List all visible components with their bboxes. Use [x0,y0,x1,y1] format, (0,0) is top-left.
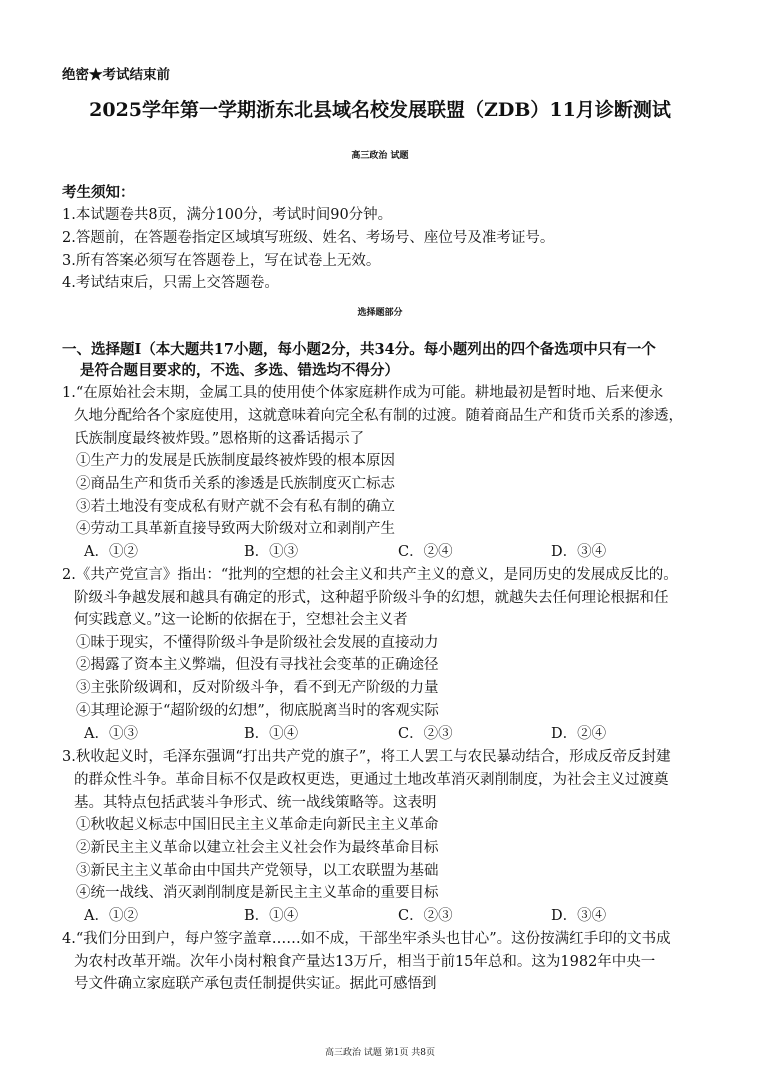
question-2-option-d[interactable]: D．②④ [551,726,607,742]
question-2-statement: ①昧于现实，不懂得阶级斗争是阶级社会发展的直接动力 [76,635,439,651]
question-4-stem: 4.“我们分田到户，每户签字盖章……如不成，干部坐牢杀头也甘心”。这份按满红手印的文书成 [62,931,671,947]
notice-item: 3.所有答案必须写在答题卷上，写在试卷上无效。 [62,253,381,269]
question-2-stem: 2.《共产党宣言》指出：“批判的空想的社会主义和共产主义的意义，是同历史的发展成反比的。 [62,567,678,583]
question-3-statement: ①秋收起义标志中国旧民主主义革命走向新民主主义革命 [76,817,439,833]
exam-subtitle: 高三政治 试题 [351,151,409,161]
question-2-option-a[interactable]: A．①③ [84,726,138,742]
notice-item: 1.本试题卷共8页，满分100分，考试时间90分钟。 [62,207,393,223]
confidential-label: 绝密★考试结束前 [62,67,170,83]
question-4-stem: 号文件确立家庭联产承包责任制提供实证。据此可感悟到 [74,976,437,992]
question-3-stem: 3.秋收起义时，毛泽东强调“打出共产党的旗子”，将工人罢工与农民暴动结合，形成反帝反封建 [62,749,671,765]
question-2-statement: ②揭露了资本主义弊端，但没有寻找社会变革的正确途径 [76,657,439,673]
question-1-stem: 1.“在原始社会末期，金属工具的使用使个体家庭耕作成为可能。耕地最初是暂时地、后来便永 [62,385,664,401]
question-1-option-b[interactable]: B．①③ [244,544,299,560]
section-instruction: 一、选择题Ⅰ（本大题共17小题，每小题2分，共34分。每小题列出的四个备选项中只有一个 [62,341,656,358]
question-1-option-d[interactable]: D．③④ [551,544,607,560]
question-1-option-c[interactable]: C．②④ [398,544,453,560]
question-3-option-a[interactable]: A．①② [84,908,138,924]
question-2-statement: ④其理论源于“超阶级的幻想”，彻底脱离当时的客观实际 [76,703,439,719]
notice-item: 4.考试结束后，只需上交答题卷。 [62,275,279,291]
question-1-statement: ②商品生产和货币关系的渗透是氏族制度灭亡标志 [76,476,395,492]
question-3-stem: 的群众性斗争。革命目标不仅是政权更迭，更通过土地改革消灭剥削制度，为社会主义过渡奠 [74,772,669,788]
question-3-option-d[interactable]: D．③④ [551,908,607,924]
question-1-stem: 久地分配给各个家庭使用，这就意味着向完全私有制的过渡。随着商品生产和货币关系的渗透， [74,408,683,424]
question-3-option-c[interactable]: C．②③ [398,908,453,924]
notice-heading: 考生须知： [62,184,135,201]
question-3-statement: ②新民主主义革命以建立社会主义社会作为最终革命目标 [76,840,439,856]
question-2-stem: 阶级斗争越发展和越具有确定的形式，这种超乎阶级斗争的幻想，就越失去任何理论根据和任 [74,590,669,606]
exam-title: 2025学年第一学期浙东北县域名校发展联盟（ZDB）11月诊断测试 [89,99,671,121]
section-title: 选择题部分 [357,308,403,318]
section-instruction: 是符合题目要求的，不选、多选、错选均不得分） [80,362,399,379]
question-4-stem: 为农村改革开端。次年小岗村粮食产量达13万斤，相当于前15年总和。这为1982年中央一 [74,954,656,970]
question-1-stem: 氏族制度最终被炸毁。”恩格斯的这番话揭示了 [74,431,365,447]
question-1-statement: ④劳动工具革新直接导致两大阶级对立和剥削产生 [76,521,395,537]
question-1-option-a[interactable]: A．①② [84,544,138,560]
question-1-statement: ③若土地没有变成私有财产就不会有私有制的确立 [76,499,395,515]
question-1-statement: ①生产力的发展是氏族制度最终被炸毁的根本原因 [76,453,395,469]
question-3-stem: 基。其特点包括武装斗争形式、统一战线策略等。这表明 [74,795,437,811]
page-footer: 高三政治 试题 第1页 共8页 [324,1048,436,1058]
question-2-statement: ③主张阶级调和，反对阶级斗争，看不到无产阶级的力量 [76,680,439,696]
question-3-statement: ③新民主主义革命由中国共产党领导，以工农联盟为基础 [76,863,439,879]
question-2-option-b[interactable]: B．①④ [244,726,299,742]
question-3-option-b[interactable]: B．①④ [244,908,299,924]
question-2-stem: 何实践意义。”这一论断的依据在于，空想社会主义者 [74,612,408,628]
question-3-statement: ④统一战线、消灭剥削制度是新民主主义革命的重要目标 [76,885,439,901]
notice-item: 2.答题前，在答题卷指定区域填写班级、姓名、考场号、座位号及准考证号。 [62,230,555,246]
question-2-option-c[interactable]: C．②③ [398,726,453,742]
